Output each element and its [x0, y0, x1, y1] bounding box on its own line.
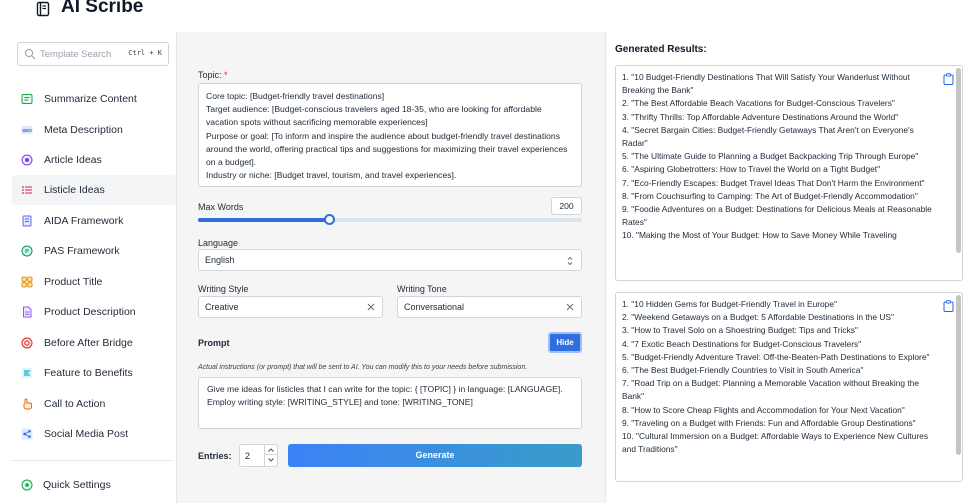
result-item: 4. "7 Exotic Beach Destinations for Budget-Conscious Travelers"	[622, 338, 862, 349]
sidebar-item-label: Social Media Post	[44, 428, 129, 440]
entries-value: 2	[245, 451, 251, 461]
results-panel	[605, 32, 970, 503]
sidebar-item-label: Meta Description	[44, 124, 123, 136]
sidebar-item-meta-description[interactable]	[12, 115, 176, 145]
result-item: 4. "Secret Bargain Cities: Budget-Friendly Getaways That Aren't on Everyone's Radar"	[622, 124, 914, 149]
max-words-label: Max Words	[198, 202, 244, 212]
decrement-button[interactable]	[265, 455, 277, 465]
clear-icon[interactable]	[366, 302, 376, 312]
writing-style-value: Creative	[205, 302, 239, 312]
document-icon	[21, 215, 33, 227]
result-card	[615, 65, 963, 281]
quick-settings-label: Quick Settings	[43, 479, 111, 491]
result-item: 5. "Budget-Friendly Adventure Travel: Off-the-Beaten-Path Destinations to Explore"	[622, 351, 930, 362]
sidebar-item-pas-framework[interactable]	[12, 236, 176, 266]
result-list	[622, 298, 934, 456]
required-marker: *	[224, 70, 228, 80]
form-panel	[177, 32, 605, 503]
sidebar-item-listicle-ideas[interactable]	[12, 175, 176, 205]
chevron-down-icon	[268, 458, 274, 462]
topic-textarea[interactable]: Core topic: [Budget-friendly travel destinations] Target audience: [Budget-conscious travelers aged 18-35, who are looking for affordable vacation spots without sacrificing memorable experiences] Purpose or goal: [To inform and inspire the audience about budget-friendly travel destinations around the world, offering practical tips and suggestions for maximizing their travel experiences on a budget]. Industry or niche: [Budget travel, tourism, and travel experiences].	[198, 83, 582, 187]
increment-button[interactable]	[265, 445, 277, 455]
prompt-label: Prompt	[198, 338, 230, 348]
clear-icon[interactable]	[565, 302, 575, 312]
sidebar	[0, 32, 177, 503]
summary-icon	[21, 93, 33, 105]
max-words-input[interactable]: 200	[551, 197, 582, 215]
result-item: 6. "Aspiring Globetrotters: How to Travel the World on a Tight Budget"	[622, 164, 881, 175]
sidebar-item-label: Summarize Content	[44, 93, 137, 105]
clipboard-icon[interactable]	[943, 300, 954, 312]
stepper-controls	[264, 445, 277, 466]
language-label: Language	[198, 238, 239, 248]
topic-label	[198, 70, 228, 80]
target-icon	[21, 245, 33, 257]
sidebar-item-label: PAS Framework	[44, 245, 120, 257]
result-item: 6. "The Best Budget-Friendly Countries to Visit in South America"	[622, 365, 864, 376]
result-item: 8. "How to Score Cheap Flights and Accommodation for Your Next Vacation"	[622, 404, 905, 415]
search-shortcut: Ctrl + K	[128, 49, 162, 57]
list-icon	[21, 184, 33, 196]
hide-prompt-button[interactable]: Hide	[548, 332, 582, 353]
sidebar-item-label: Product Title	[44, 276, 103, 288]
result-item: 1. "10 Budget-Friendly Destinations That Will Satisfy Your Wanderlust Without Breaking the Bank"	[622, 72, 910, 96]
clipboard-icon[interactable]	[943, 73, 954, 85]
scrollbar[interactable]	[956, 68, 961, 253]
template-search[interactable]	[17, 42, 169, 66]
result-item: 2. "Weekend Getaways on a Budget: 5 Affordable Destinations in the US"	[622, 312, 894, 323]
slider-fill	[198, 218, 329, 222]
language-select[interactable]	[198, 249, 582, 271]
result-item: 5. "The Ultimate Guide to Planning a Budget Backpacking Trip Through Europe"	[622, 151, 919, 162]
writing-style-select[interactable]	[198, 296, 383, 318]
sidebar-item-label: Feature to Benefits	[44, 367, 133, 379]
chevron-up-icon	[268, 448, 274, 452]
entries-stepper[interactable]	[239, 444, 278, 467]
sidebar-item-label: Product Description	[44, 306, 136, 318]
sidebar-item-call-to-action[interactable]	[12, 389, 176, 419]
result-item: 8. "From Couchsurfing to Camping: The Art of Budget-Friendly Accommodation"	[622, 190, 918, 201]
chevron-up-down-icon	[566, 255, 574, 267]
share-icon	[21, 428, 33, 440]
writing-tone-label: Writing Tone	[397, 284, 447, 294]
sidebar-item-social-media-post[interactable]	[12, 419, 176, 449]
prompt-textarea[interactable]: Give me ideas for listicles that I can write for the topic: { [TOPIC] } in language: [LANGUAGE]. Employ writing style: [WRITING_STYLE] and tone: [WRITING_TONE]	[198, 377, 582, 429]
svg-text:SEO: SEO	[22, 127, 32, 133]
bridge-icon	[21, 337, 33, 349]
sidebar-item-product-description[interactable]	[12, 297, 176, 327]
svg-text:P: P	[25, 249, 29, 255]
sidebar-item-summarize-content[interactable]	[12, 84, 176, 114]
app-title: AI Scribe	[61, 0, 144, 17]
template-search-input[interactable]	[40, 46, 128, 62]
sidebar-item-article-ideas[interactable]	[12, 145, 176, 175]
result-card	[615, 292, 963, 482]
result-item: 3. "How to Travel Solo on a Shoestring Budget: Tips and Tricks"	[622, 325, 858, 336]
result-item: 1. "10 Hidden Gems for Budget-Friendly Travel in Europe"	[622, 299, 837, 309]
writing-tone-select[interactable]	[397, 296, 582, 318]
lightbulb-icon	[21, 154, 33, 166]
book-icon	[35, 1, 51, 17]
entries-label: Entries:	[198, 451, 232, 461]
sidebar-item-feature-to-benefits[interactable]	[12, 358, 176, 388]
result-item: 9. "Traveling on a Budget with Friends: Fun and Affordable Group Destinations"	[622, 417, 916, 428]
result-list	[622, 71, 934, 243]
writing-tone-value: Conversational	[404, 302, 465, 312]
sidebar-item-label: Call to Action	[44, 398, 106, 410]
seo-icon	[21, 124, 33, 136]
result-item: 9. "Foodie Adventures on a Budget: Destinations for Delicious Meals at Reasonable Rates"	[622, 204, 932, 228]
prompt-hint: Actual instructions (or prompt) that will be sent to AI. You can modify this to your needs before submission.	[198, 364, 528, 371]
result-item: 3. "Thrifty Thrills: Top Affordable Adventure Destinations Around the World"	[622, 111, 899, 122]
sidebar-item-label: Article Ideas	[44, 154, 102, 166]
sidebar-item-product-title[interactable]	[12, 267, 176, 297]
result-item: 7. "Road Trip on a Budget: Planning a Memorable Vacation without Breaking the Bank"	[622, 378, 920, 402]
topic-label-text: Topic:	[198, 70, 222, 80]
writing-style-label: Writing Style	[198, 284, 249, 294]
hand-pointer-icon	[21, 398, 33, 410]
slider-thumb[interactable]	[324, 214, 335, 225]
result-item: 2. "The Best Affordable Beach Vacations for Budget-Conscious Travelers"	[622, 98, 895, 109]
sidebar-item-before-after-bridge[interactable]	[12, 328, 176, 358]
quick-settings-button[interactable]	[12, 472, 176, 498]
sidebar-divider	[12, 460, 172, 461]
search-icon	[24, 48, 36, 60]
result-item: 10. "Making the Most of Your Budget: How to Save Money While Traveling	[622, 230, 897, 241]
generate-button[interactable]: Generate	[288, 444, 582, 467]
results-title: Generated Results:	[615, 44, 707, 55]
sidebar-item-label: AIDA Framework	[44, 215, 124, 227]
file-text-icon	[21, 306, 33, 318]
app-header	[0, 0, 970, 32]
grid-icon	[21, 276, 33, 288]
max-words-slider[interactable]	[198, 218, 582, 222]
result-item: 7. "Eco-Friendly Escapes: Budget Travel Ideas That Don't Harm the Environment"	[622, 177, 925, 188]
scrollbar[interactable]	[956, 295, 961, 455]
language-value: English	[205, 255, 235, 265]
result-item: 10. "Cultural Immersion on a Budget: Affordable Ways to Experience New Cultures and Traditions"	[622, 431, 929, 455]
settings-icon	[21, 479, 33, 491]
sidebar-item-label: Listicle Ideas	[44, 184, 105, 196]
sidebar-item-label: Before After Bridge	[44, 337, 133, 349]
sidebar-item-aida-framework[interactable]	[12, 206, 176, 236]
list-bars-icon	[21, 367, 33, 379]
